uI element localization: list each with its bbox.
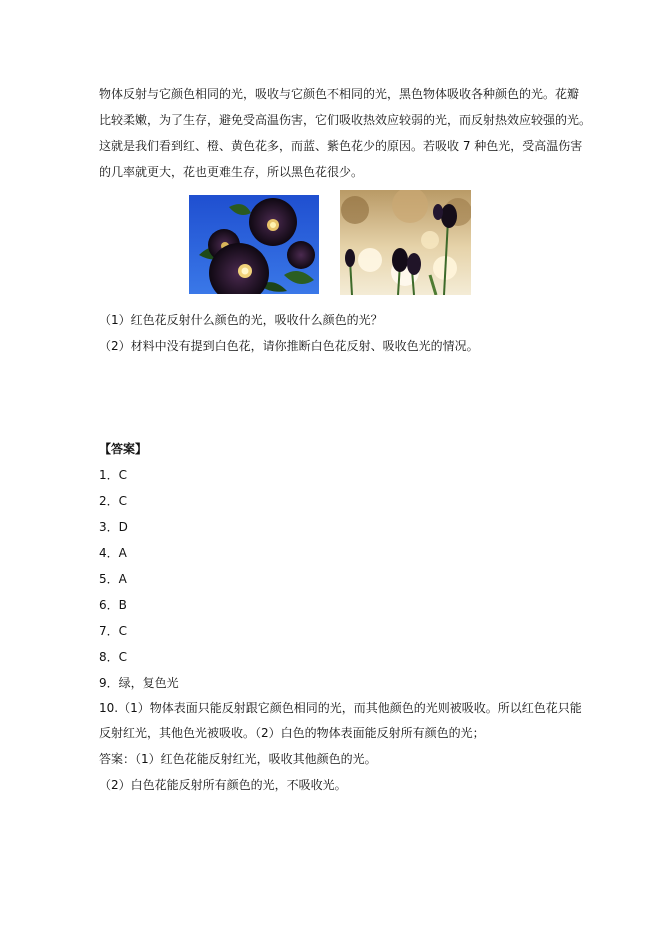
hollyhock-photo — [189, 195, 319, 294]
answer-10-line-4: （2）白色花能反射所有颜色的光，不吸收光。 — [99, 778, 347, 792]
passage-line-3: 这就是我们看到红、橙、黄色花多，而蓝、紫色花少的原因。若吸收 7 种色光，受高温伤害 — [99, 139, 583, 153]
passage-line-1: 物体反射与它颜色相同的光，吸收与它颜色不相同的光，黑色物体吸收各种颜色的光。花瓣 — [99, 87, 580, 101]
answer-item: 8．C — [99, 650, 128, 664]
answers-heading: 【答案】 — [99, 442, 148, 456]
answer-item: 3．D — [99, 520, 128, 534]
answer-item: 1．C — [99, 468, 128, 482]
answer-10-line-1: 10.（1）物体表面只能反射跟它颜色相同的光，而其他颜色的光则被吸收。所以红色花只能 — [99, 701, 582, 715]
answer-10-line-3: 答案：（1）红色花能反射红光，吸收其他颜色的光。 — [99, 752, 377, 766]
answer-item: 5．A — [99, 572, 127, 586]
passage-line-4: 的几率就更大，花也更难生存，所以黑色花很少。 — [99, 165, 364, 179]
passage-line-2: 比较柔嫩，为了生存，避免受高温伤害，它们吸收热效应较弱的光，而反射热效应较强的光。 — [99, 113, 592, 127]
answer-item: 9．绿，复色光 — [99, 676, 179, 690]
answer-10-line-2: 反射红光，其他色光被吸收。（2）白色的物体表面能反射所有颜色的光； — [99, 726, 485, 740]
question-1: （1）红色花反射什么颜色的光，吸收什么颜色的光？ — [99, 313, 383, 327]
answer-item: 7．C — [99, 624, 128, 638]
black-tulips-photo — [340, 190, 471, 295]
answer-item: 4．A — [99, 546, 127, 560]
question-2: （2）材料中没有提到白色花，请你推断白色花反射、吸收色光的情况。 — [99, 339, 479, 353]
answer-item: 6．B — [99, 598, 127, 612]
answer-item: 2．C — [99, 494, 128, 508]
